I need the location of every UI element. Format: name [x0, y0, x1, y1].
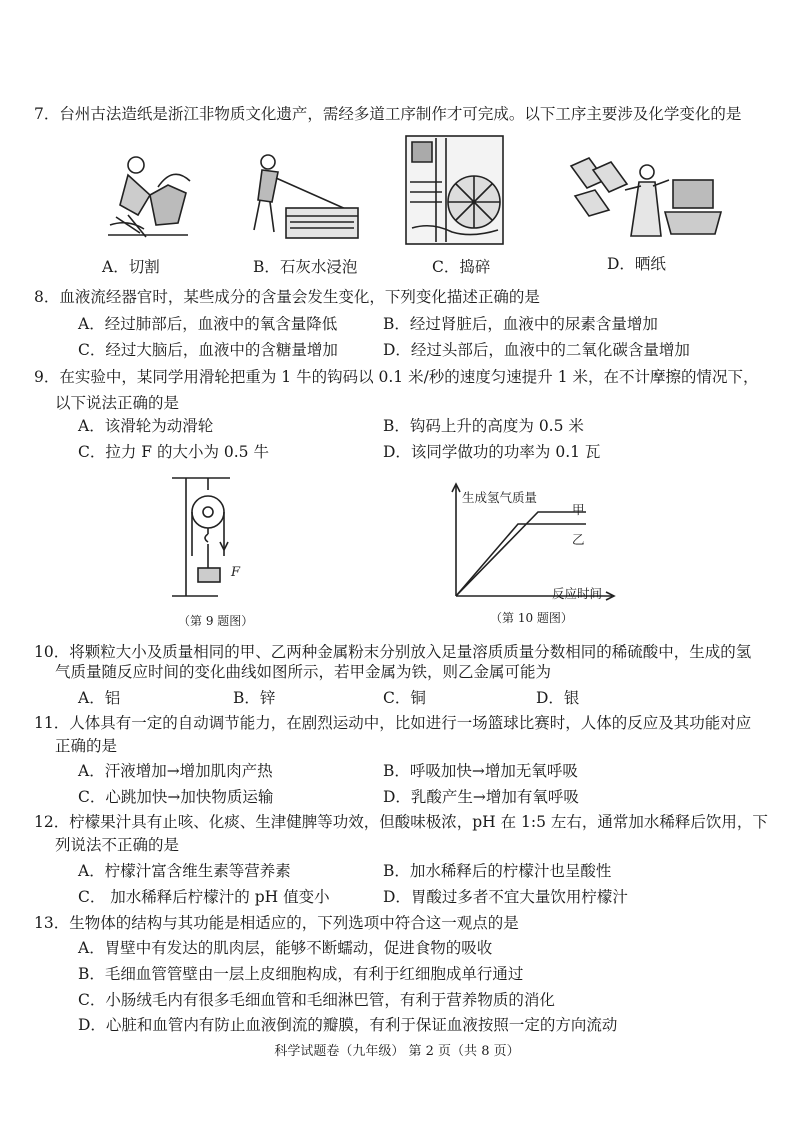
q10-stem-line1: 10．将颗粒大小及质量相同的甲、乙两种金属粉末分别放入足量溶质质量分数相同的稀硫酸中，生成的氢: [34, 643, 752, 661]
q9-option-c: C．拉力 F 的大小为 0.5 牛: [78, 443, 269, 461]
q9-option-b: B．钩码上升的高度为 0.5 米: [383, 417, 584, 435]
q8-option-c: C．经过大脑后，血液中的含糖量增加: [78, 341, 338, 359]
fig10-caption: （第 10 题图）: [490, 611, 573, 625]
q8-stem: 8．血液流经器官时，某些成分的含量会发生变化，下列变化描述正确的是: [34, 288, 540, 306]
q8-option-d: D．经过头部后，血液中的二氧化碳含量增加: [383, 341, 690, 359]
q11-stem-line1: 11．人体具有一定的自动调节能力，在剧烈运动中，比如进行一场篮球比赛时，人体的反应及其功能对应: [34, 714, 752, 732]
q9-option-d: D．该同学做功的功率为 0.1 瓦: [383, 443, 601, 461]
q11-option-c: C．心跳加快→加快物质运输: [78, 788, 274, 806]
force-f-label: F: [231, 565, 241, 580]
q10-option-a: A．铝: [78, 689, 121, 707]
q11-option-b: B．呼吸加快→增加无氧呼吸: [383, 762, 578, 780]
q12-option-b: B．加水稀释后的柠檬汁也呈酸性: [383, 862, 612, 880]
q7-option-b: B．石灰水浸泡: [253, 258, 358, 276]
q13-option-a: A．胃壁中有发达的肌肉层，能够不断蠕动，促进食物的吸收: [78, 939, 493, 957]
q7-option-c: C．捣碎: [432, 258, 491, 276]
q13-option-c: C．小肠绒毛内有很多毛细血管和毛细淋巴管，有利于营养物质的消化: [78, 991, 555, 1009]
q7-stem: 7．台州古法造纸是浙江非物质文化遗产，需经多道工序制作才可完成。以下工序主要涉及化学变化的是: [34, 105, 742, 123]
q13-option-d: D．心脏和血管内有防止血液倒流的瓣膜，有利于保证血液按照一定的方向流动: [78, 1016, 618, 1034]
fig9-caption: （第 9 题图）: [178, 614, 254, 628]
lime-soaking-illustration: [238, 150, 363, 245]
q9-option-a: A．该滑轮为动滑轮: [78, 417, 214, 435]
series-jia-label: 甲: [572, 502, 585, 517]
q11-stem-line2: 正确的是: [55, 737, 118, 755]
q9-stem-line1: 9．在实验中，某同学用滑轮把重为 1 牛的钩码以 0.1 米/秒的速度匀速提升 1 米，在不计摩擦的情况下，: [34, 368, 759, 386]
series-yi-label: 乙: [572, 532, 585, 547]
q12-stem-line2: 列说法不正确的是: [55, 836, 180, 854]
q12-option-c: C． 加水稀释后柠檬汁的 pH 值变小: [78, 888, 330, 906]
graph-xlabel: 反应时间: [552, 586, 603, 601]
q10-option-b: B．锌: [233, 689, 276, 707]
q12-stem-line1: 12．柠檬果汁具有止咳、化痰、生津健脾等功效，但酸味极浓，pH 在 1:5 左右，通常加水稀释后饮用，下: [34, 813, 768, 831]
q11-option-d: D．乳酸产生→增加有氧呼吸: [383, 788, 579, 806]
crushing-illustration: [402, 132, 507, 247]
q7-option-d: D．晒纸: [607, 255, 666, 273]
q10-stem-line2: 气质量随反应时间的变化曲线如图所示，若甲金属为铁，则乙金属可能为: [55, 663, 552, 681]
graph-ylabel: 生成氢气质量: [462, 490, 538, 505]
q8-option-b: B．经过肾脏后，血液中的尿素含量增加: [383, 315, 658, 333]
q10-option-d: D．银: [536, 689, 580, 707]
q9-stem-line2: 以下说法正确的是: [55, 394, 180, 412]
q10-option-c: C．铜: [383, 689, 426, 707]
page-footer: 科学试题卷（九年级） 第 2 页（共 8 页）: [274, 1044, 520, 1059]
q12-option-a: A．柠檬汁富含维生素等营养素: [78, 862, 291, 880]
q7-option-a: A．切割: [102, 258, 160, 276]
cutting-illustration: [98, 145, 198, 245]
q13-stem: 13．生物体的结构与其功能是相适应的，下列选项中符合这一观点的是: [34, 914, 519, 932]
drying-paper-illustration: [565, 150, 725, 245]
q11-option-a: A．汗液增加→增加肌肉产热: [78, 762, 273, 780]
q12-option-d: D．胃酸过多者不宜大量饮用柠檬汁: [383, 888, 628, 906]
pulley-figure: [168, 464, 258, 606]
q13-option-b: B．毛细血管管壁由一层上皮细胞构成，有利于红细胞成单行通过: [78, 965, 524, 983]
q8-option-a: A．经过肺部后，血液中的氧含量降低: [78, 315, 338, 333]
